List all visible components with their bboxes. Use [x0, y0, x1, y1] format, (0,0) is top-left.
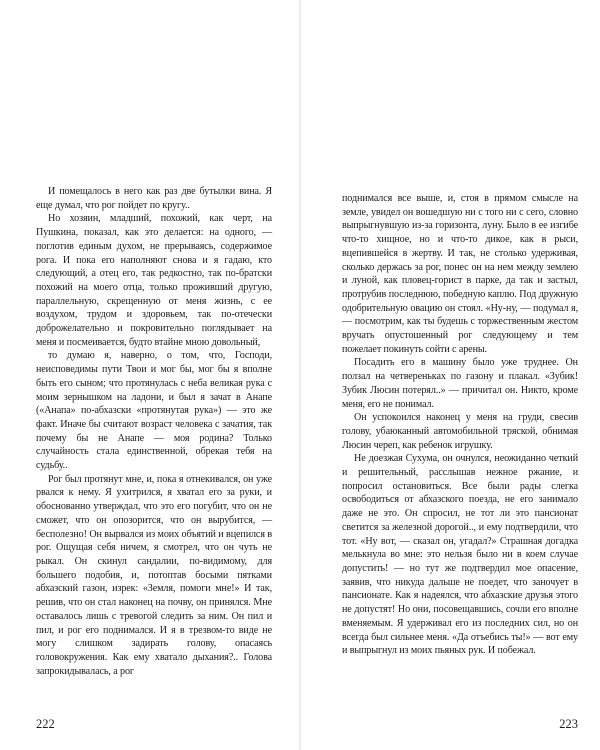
paragraph: поднимался все выше, и, стоя в прямом смысле на земле, увидел он вошедшую ни с того ни с сего, словно выпрыгнувшую из-за горизонта, луну. Было в ее изгибе что-то хищное, но и что-то дикое, как в рыси, вцепившейся в жертву. И так, не столько удерживая, сколько держась за рог, понес он на нем между землею и луной, как пловец-горист в парке, да так и застыл, протрубив последнюю, победную каплю. Под дружную одобрительную овацию он стоял. «Ну-ну, — подумал я, — посмотрим, как ты будешь с торжественным жестом вручать опустошенный рог следующему и тем пожелает покинуть сойти с арены.	[342, 193, 578, 355]
paragraph: Посадить его в машину было уже труднее. Он ползал на четвереньках по газону и плакал. «Зубик! Зубик Люсин потерял..» — причитал он. Никто, кроме меня, его не понимал.	[342, 357, 578, 410]
paragraph: Не доезжая Сухума, он очнулся, неожиданно четкий и решительный, расслышав нежное ржание, и попросил остановиться. Все были рады слегка освободиться от абхазского поезда, не его занимало даже не это. Он спросил, не тот ли это пансионат светится за железной дорогой.., и ему подтвердили, что тот. «Ну вот, — сказал он, угадал?» Страшная догадка мелькнула во мне: это нельзя было ни в коем случае допустить! — но тут же подтвердил мое опасение, заявив, что никуда дальше не поедет, что заночует в пансионате. Как я надеялся, что абхазские друзья этого не допустят! Но они, посовещавшись, сочли его вполне вменяемым. Я удерживал его из последних сил, но он всегда был сильнее меня. «Да отъебись ты!» — вот ему и выпрыгнул из моих пьяных рук. И побежал.	[342, 453, 578, 657]
paragraph: то думаю я, наверно, о том, что, Господи, неисповедимы пути Твои и мог бы, мог бы я вполне быть его сыном; что протянулась с неба великая рука с моим зернышком на ладони, и был я зачат в Анапе («Анапа» по-абхазски «протянутая рука») — это же факт. Иначе бы считают возраст человека с зачатия, так почему бы не Анапе — моя родина? Только случайность стала единственной, обрекая тебя на судьбу..	[36, 350, 272, 472]
page-number-left: 222	[36, 717, 55, 731]
right-page-text	[342, 192, 578, 658]
paragraph: И помещалось в него как раз две бутылки вина. Я еще думал, что рог пойдет по кругу..	[36, 186, 272, 211]
book-gutter	[299, 0, 301, 750]
page-number-right: 223	[559, 717, 578, 731]
paragraph: Но хозяин, младший, похожий, как черт, на Пушкина, показал, как это делается: на одного, — поглотив единым духом, не прерываясь, содержимое рога. И пока его наполняют снова и я гадаю, кто следующий, а отец его, так редкостно, так по-братски похожий на моего отца, только проживший другую, параллельную, скрещенную от меня жизнь, с ее воздухом, трудом и здоровьем, так по-отечески доброжелательно и покровительно поглядывает на меня и посмеивается, будто втайне мною довольный,	[36, 213, 272, 348]
paragraph: Рог был протянут мне, и, пока я отнекивался, он уже рвался к нему. Я ухитрился, я хватал его за руки, и обоснованно утверждал, что это его погубит, что он не сможет, что он опозорится, что он вырубится, — бесполезно! Он вырвался из моих объятий и вцепился в рог. Ощущая себя ничем, я смотрел, что он чуть не рыкал. Он скинул сандалии, по-видимому, для большего подобия, и, потоптав босыми пятками абхазский газон, изрек: «Земля, помоги мне!» И так, решив, что он стал наконец на почву, он принялся. Мне оставалось лишь с тревогой следить за ним. Он пил и пил, и рог его поднимался. И я в трезвом-то виде не могу слишком задирать голову, опасаясь головокружения. Как ему хватало дыхания?.. Голова запрокидывалась, а рог	[36, 473, 272, 677]
left-page-text	[36, 185, 272, 678]
paragraph: Он успокоился наконец у меня на груди, свесив голову, убаюканный автомобильной тряской, обнимая Люсин череп, как ребенок игрушку.	[342, 412, 578, 451]
